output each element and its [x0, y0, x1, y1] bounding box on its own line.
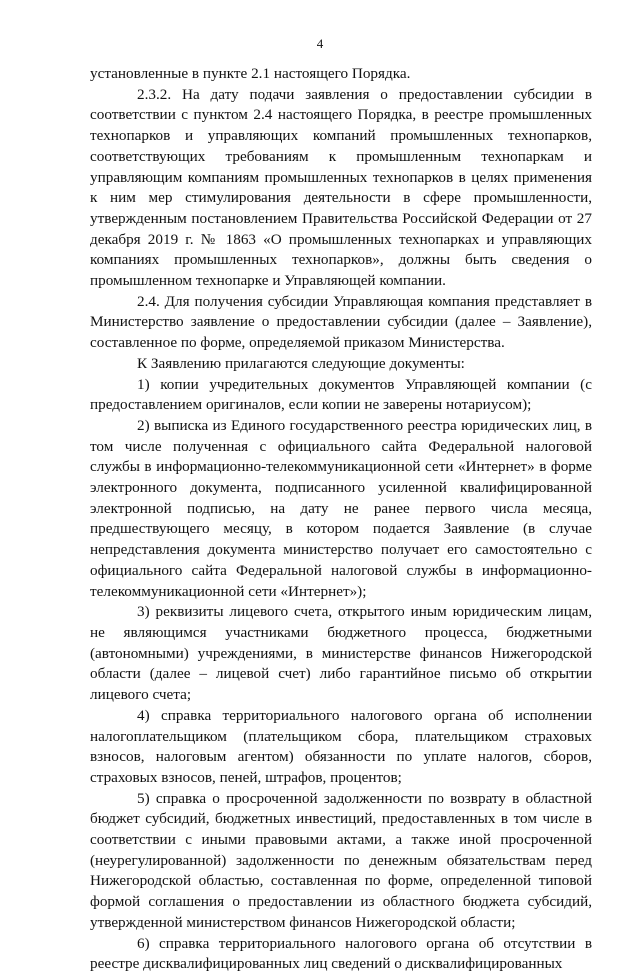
list-item-4: 4) справка территориального налогового органа об исполнении налогоплательщиком (плательщиком сбора, плательщиком страховых взносов, налоговым агентом) обязанности по уплате налогов, сборов, страховых взносов, пеней, штрафов, процентов;	[90, 706, 592, 786]
paragraph-attachments-intro: К Заявлению прилагаются следующие документы:	[137, 354, 465, 372]
paragraph-2-4: 2.4. Для получения субсидии Управляющая компания представляет в Министерство заявление о предоставлении субсидии (далее – Заявление), составленное по форме, определяемой приказом Министерства.	[90, 292, 592, 352]
list-item-3: 3) реквизиты лицевого счета, открытого иным юридическим лицам, не являющимся участниками бюджетного процесса, бюджетными (автономными) учреждениями, в министерстве финансов Нижегородской области (далее – лицевой счет) либо гарантийное письмо об открытии лицевого счета;	[90, 603, 592, 704]
paragraph-continuation: установленные в пункте 2.1 настоящего Порядка.	[90, 65, 411, 82]
list-item-1: 1) копии учредительных документов Управляющей компании (с предоставлением оригиналов, если копии не заверены нотариусом);	[90, 375, 592, 414]
document-body	[90, 64, 592, 975]
paragraph-2-3-2: 2.3.2. На дату подачи заявления о предоставлении субсидии в соответствии с пунктом 2.4 настоящего Порядка, в реестре промышленных технопарков и управляющих компаний промышленных технопарков, соответствующих требованиям к промышленным технопаркам и управляющим компаниям промышленных технопарков в целях применения к ним мер стимулирования деятельности в сфере промышленности, утвержденным постановлением Правительства Российской Федерации от 27 декабря 2019 г. № 1863 «О промышленных технопарках и управляющих компаниях промышленных технопарков», должны быть сведения о промышленном технопарке и Управляющей компании.	[90, 85, 592, 290]
page-number: 4	[316, 36, 324, 51]
list-item-5: 5) справка о просроченной задолженности по возврату в областной бюджет субсидий, бюджетных инвестиций, предоставленных в том числе в соответствии с иными правовыми актами, а также иной просроченной (неурегулированной) задолженности по денежным обязательствам перед Нижегородской областью, составленная по форме, определенной типовой формой соглашения о предоставлении из областного бюджета субсидий, утвержденной министерством финансов Нижегородской области;	[90, 789, 592, 931]
list-item-2: 2) выписка из Единого государственного реестра юридических лиц, в том числе полученная с официального сайта Федеральной налоговой службы в информационно-телекоммуникационной сети «Интернет» в форме электронного документа, подписанного усиленной квалифицированной электронной подписью, на дату не ранее первого числа месяца, предшествующего месяцу, в котором подается Заявление (в случае непредставления документа министерство получает его самостоятельно с официального сайта Федеральной налоговой службы в информационно-телекоммуникационной сети «Интернет»);	[90, 416, 592, 600]
list-item-6: 6) справка территориального налогового органа об отсутствии в реестре дисквалифицированных лиц сведений о дисквалифицированных	[90, 934, 592, 973]
